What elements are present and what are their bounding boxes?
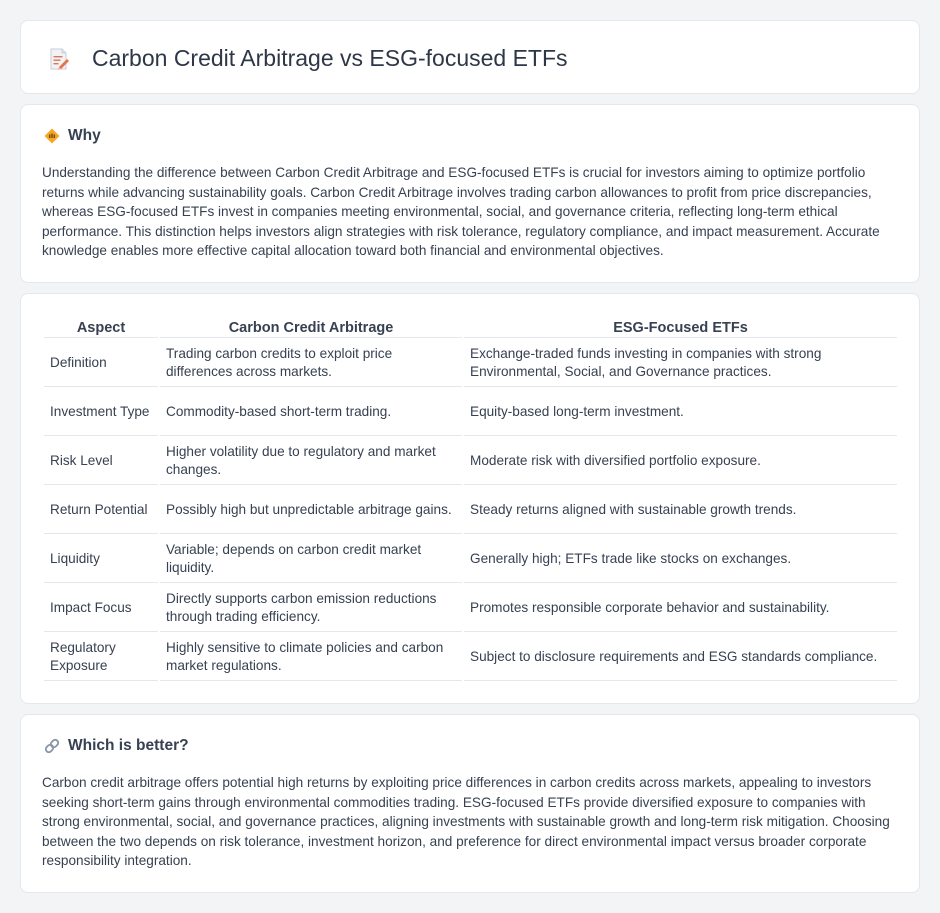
table-row xyxy=(44,634,897,681)
aspect-cell: Definition xyxy=(44,340,158,387)
aspect-cell: Investment Type xyxy=(44,389,158,436)
esg-etf-cell: Exchange-traded funds investing in companies with strong Environmental, Social, and Governance practices. xyxy=(464,340,897,387)
which-is-better-section xyxy=(20,714,920,893)
aspect-cell: Impact Focus xyxy=(44,585,158,632)
column-header-aspect: Aspect xyxy=(44,318,158,338)
title-card xyxy=(20,20,920,94)
esg-etf-cell: Moderate risk with diversified portfolio exposure. xyxy=(464,438,897,485)
better-body: Carbon credit arbitrage offers potential high returns by exploiting price differences in carbon credits across markets, appealing to investors seeking short-term gains through environmental commodities trading. ESG-focused ETFs provide diversified exposure to companies with strong environmental, social, and governance practices, aligning investments with sustainable growth and long-term risk mitigation. Choosing between the two depends on risk tolerance, investment horizon, and preference for direct environmental impact versus broader corporate responsibility integration. xyxy=(42,775,890,869)
esg-etf-cell: Promotes responsible corporate behavior and sustainability. xyxy=(464,585,897,632)
why-section xyxy=(20,104,920,283)
carbon-credit-cell: Directly supports carbon emission reductions through trading efficiency. xyxy=(160,585,462,632)
diamond-icon xyxy=(43,127,61,145)
column-header-esg-focused-etfs: ESG-Focused ETFs xyxy=(464,318,897,338)
carbon-credit-cell: Highly sensitive to climate policies and carbon market regulations. xyxy=(160,634,462,681)
why-body: Understanding the difference between Carbon Credit Arbitrage and ESG-focused ETFs is crucial for investors aiming to optimize portfolio returns while advancing sustainability goals. Carbon Credit Arbitrage involves trading carbon allowances to profit from price discrepancies, whereas ESG-focused ETFs invest in companies meeting environmental, social, and governance criteria, reflecting long-term ethical performance. This distinction helps investors align strategies with risk tolerance, regulatory compliance, and impact measurement. Accurate knowledge enables more effective capital allocation toward both financial and environmental objectives. xyxy=(42,165,880,259)
aspect-cell: Risk Level xyxy=(44,438,158,485)
esg-etf-cell: Generally high; ETFs trade like stocks on exchanges. xyxy=(464,536,897,583)
better-header xyxy=(43,737,189,755)
carbon-credit-cell: Commodity-based short-term trading. xyxy=(160,389,462,436)
title-bar xyxy=(47,45,568,72)
comparison-section xyxy=(20,293,920,704)
carbon-credit-cell: Variable; depends on carbon credit market liquidity. xyxy=(160,536,462,583)
better-heading: Which is better? xyxy=(68,737,189,754)
why-heading: Why xyxy=(68,127,101,144)
esg-etf-cell: Steady returns aligned with sustainable growth trends. xyxy=(464,487,897,534)
table-header-row xyxy=(44,318,897,338)
carbon-credit-cell: Higher volatility due to regulatory and market changes. xyxy=(160,438,462,485)
esg-etf-cell: Subject to disclosure requirements and ESG standards compliance. xyxy=(464,634,897,681)
page-title: Carbon Credit Arbitrage vs ESG-focused ETFs xyxy=(92,45,568,71)
aspect-cell: Liquidity xyxy=(44,536,158,583)
carbon-credit-cell: Possibly high but unpredictable arbitrage gains. xyxy=(160,487,462,534)
why-header xyxy=(43,127,101,145)
table-row xyxy=(44,389,897,436)
esg-etf-cell: Equity-based long-term investment. xyxy=(464,389,897,436)
table-row xyxy=(44,536,897,583)
table-row xyxy=(44,340,897,387)
table-row xyxy=(44,585,897,632)
aspect-cell: Regulatory Exposure xyxy=(44,634,158,681)
link-icon xyxy=(43,737,61,755)
column-header-carbon-credit-arbitrage: Carbon Credit Arbitrage xyxy=(160,318,462,338)
memo-pencil-icon xyxy=(47,47,71,71)
carbon-credit-cell: Trading carbon credits to exploit price differences across markets. xyxy=(160,340,462,387)
table-row xyxy=(44,438,897,485)
table-row xyxy=(44,487,897,534)
comparison-table xyxy=(42,316,899,683)
aspect-cell: Return Potential xyxy=(44,487,158,534)
